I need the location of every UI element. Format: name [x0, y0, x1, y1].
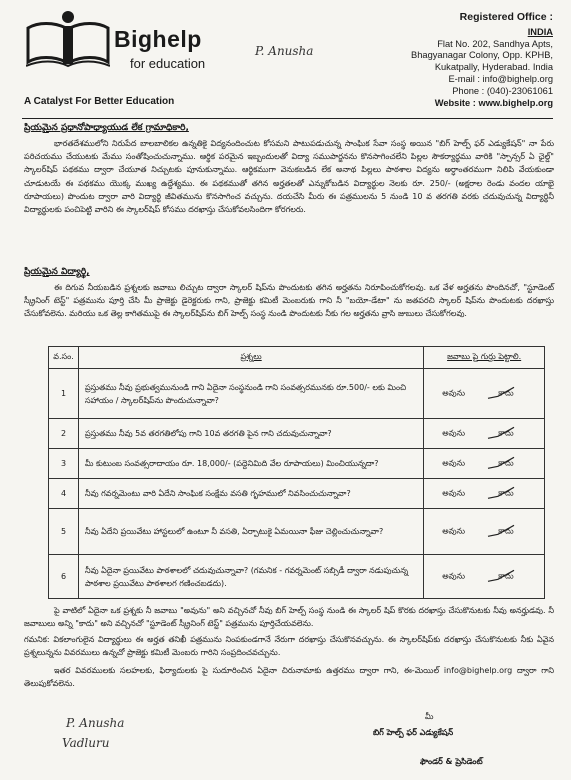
answer-no-option[interactable]: కాదు: [498, 488, 514, 497]
answer-yes-option[interactable]: అవును: [442, 526, 466, 535]
table-row: [49, 479, 545, 509]
row-question: ప్రస్తుతము నీవు 5వ తరగతిలోపు గాని 10వ తరగతి పైన గాని చదువుచున్నావా?: [78, 419, 423, 449]
handwritten-name: P. Anusha: [255, 44, 314, 58]
row-number: 1: [49, 369, 79, 419]
eligibility-table: [48, 346, 545, 599]
row-question: ప్రస్తుతము నీవు ప్రభుత్వమునుండి గాని ఏదైనా సంస్థనుండి గాని సంవత్సరమునకు రూ.500/- లకు మించి సహాయం / స్కాలర్‌షిప్‌ను పొందుచున్నావా?: [78, 369, 423, 419]
col-header-answer: జవాబు పై గుర్తు పెట్టాలి.: [424, 347, 545, 369]
tagline: A Catalyst For Better Education: [24, 96, 175, 107]
table-row: [49, 449, 545, 479]
sign-off-organization: బిగ్ హెల్ప్ ఫర్ ఎడ్యుకేషన్: [373, 728, 454, 737]
row-question: నీవు ఏదైనా ప్రయివేటు పాఠశాలలో చదువుచున్నావా? (గమనిక - గవర్నమెంట్ సబ్సిడీ ద్వారా నడుపుచున్న పాఠశాల ప్రయివేటు పాఠశాలగ గణించబడదు).: [78, 555, 423, 599]
ineligibility-paragraph: పై వాటిలో ఏదైనా ఒక ప్రశ్నకు నీ జవాబు "అవును" అని వచ్చినచో నీవు బిగ్ హెల్ప్ సంస్థ నుండి ఈ స్కాలర్ షిప్ కొరకు దరఖాస్తు చేసుకొనుటకు నీవు అనర్హుడవు. నీ జవాబులు అన్ని "కాదు" అని వచ్చినచో "స్టూడెంట్ స్క్రీనింగ్ టెస్ట్" పత్రమును పూర్తిచేయవలెను.: [24, 606, 554, 629]
sign-off-yours: మీ: [425, 712, 434, 721]
checkmark-icon: [486, 569, 516, 583]
row-number: 3: [49, 449, 79, 479]
contact-paragraph: ఇతర వివరములకు సలహలకు, ఫిర్యాదులకు పై సుదూరించిన ఏదైనా చిరునామాకు ఉత్తరము ద్వారా గాని, ఈ-మెయిల్ info@bighelp.org ద్వారా గాని తెలుపుకోవలెను.: [24, 666, 554, 689]
office-title: Registered Office :: [459, 11, 553, 23]
col-header-number: వ.సం.: [49, 347, 79, 369]
answer-yes-option[interactable]: అవును: [442, 458, 466, 467]
table-row: [49, 369, 545, 419]
office-country: INDIA: [527, 26, 553, 37]
answer-no-option[interactable]: కాదు: [498, 388, 514, 397]
answer-no-option[interactable]: కాదు: [498, 571, 514, 580]
row-number: 2: [49, 419, 79, 449]
brand-subtitle: for education: [130, 56, 206, 71]
header-divider: [22, 118, 553, 119]
table-row: [49, 419, 545, 449]
answer-cell: [424, 449, 545, 479]
registered-office: [363, 12, 553, 109]
checkmark-icon: [486, 486, 516, 500]
handwritten-signature: Vadluru: [62, 736, 110, 750]
row-question: నీవు ఏదేని ప్రయివేటు హాస్టలులో ఉంటూ నీ వసతి, ఏర్పాటుకై ఏమయినా ఫీజు చెల్లించుచున్నావా?: [78, 509, 423, 555]
row-question: నీవు గవర్నమెంటు వారి ఏదేని సాంఘిక సంక్షేమ వసతి గృహములో నివసించుచున్నావా?: [78, 479, 423, 509]
salutation-teacher: ప్రియమైన ప్రధానోపాధ్యాయుడ లేక గ్రామాధికారి,: [24, 123, 189, 133]
handwritten-signature: P. Anusha: [66, 716, 125, 730]
checkmark-icon: [486, 426, 516, 440]
office-email: E-mail : info@bighelp.org: [448, 73, 553, 84]
row-number: 5: [49, 509, 79, 555]
checkmark-icon: [486, 524, 516, 538]
answer-yes-option[interactable]: అవును: [442, 428, 466, 437]
col-header-questions: ప్రశ్నలు: [78, 347, 423, 369]
answer-yes-option[interactable]: అవును: [442, 488, 466, 497]
answer-cell: [424, 479, 545, 509]
checkmark-icon: [486, 456, 516, 470]
note-paragraph: గమనిక: వికలాంగులైన విద్యార్థులు ఈ అర్హత తనిఖీ పత్రమును నింపకుండగానే నేరుగా దరఖాస్తు చేసుకొనవచ్చును. ఈ స్కాలర్‌షిప్‌కు దరఖాస్తు చేసుకొనుటకు నీకు ఏవైన ప్రశ్నలున్నను వివరములు ఉన్నచో ప్రాజెక్టు కమిటీ మెంబరు గారిని సంప్రదించవచ్చును.: [24, 635, 554, 658]
answer-no-option[interactable]: కాదు: [498, 428, 514, 437]
sign-off-title: ఫౌండర్ & ప్రెసిడెంట్: [420, 757, 483, 766]
intro-paragraph: భారతదేశములోని నిరుపేద బాలబాలికల ఉన్నతికై విద్యనందించుట కోసమని పాటుపడుచున్న సాంఘిక సేవా సంస్థ అయిన "బిగ్ హెల్ప్ ఫర్ ఎడ్యుకేషన్" నా పేరు పరిచయము చేయుటకు మేము సంతోషించుచున్నాము. ఆర్థిక పరమైన ఇబ్బందులతో విద్యా సముపార్జనను కొనసాగించలేని పిల్లల సౌకర్యార్థము వారికి "స్పాన్సర్ ఏ ఛైల్డ్" స్కాలర్‌షిప్ పథకము ద్వారా చేయూత నిచ్చుటకు పూనుకున్నాము. ఆర్థికముగా వెనుకబడిన లేక అనాథ పిల్లలు పాఠశాల విద్యను అర్ధాంతరముగా నిలిపి వేయకుండా చూడుటయే ఈ పథకము యొక్క ముఖ్య ఉద్దేశ్యము. ఈ పథకముతో తగిన అర్హతలతో ఎన్నుకోబడిన విద్యార్థుల నెలకు రూ. 250/- (అక్షరాల రెండు వందల యాభై రూపాయలు) పొందుట ద్వారా వారి విద్యార్థి జీవితమును కొనసాగించ వచ్చును. దయచేసి మీరు ఈ పత్రములను 5 నుండి 10 వ తరగతి వరకు చదువుచున్న విద్యార్థినీ విద్యార్థులకు పంచిపెట్టి వారిని ఈ స్కాలర్‌షిప్ కోసము దరఖాస్తు చేసుకోవలసిందిగా కోరగలరు.: [24, 139, 554, 215]
salutation-student: ప్రియమైన విద్యార్థి,: [24, 267, 90, 277]
table-row: [49, 509, 545, 555]
answer-yes-option[interactable]: అవును: [442, 388, 466, 397]
checkmark-icon: [486, 386, 516, 400]
answer-no-option[interactable]: కాదు: [498, 526, 514, 535]
bighelp-logo-icon: [26, 8, 110, 70]
brand-name: Bighelp: [114, 26, 202, 52]
answer-cell: [424, 555, 545, 599]
row-number: 4: [49, 479, 79, 509]
answer-cell: [424, 509, 545, 555]
instructions-paragraph: ఈ దిగువ నీయబడిన ప్రశ్నలకు జవాబు లిచ్చుట ద్వారా స్కాలర్ షిప్‌ను పొందుటకు తగిన అర్హతను నిరూపించుకోగలవు. ఒక వేళ అర్హతను పొందినచో, "స్టూడెంట్ స్క్రీనింగ్ టెస్ట్" పత్రమును పూర్తి చేసి మీ ప్రాజెక్టు డైరెక్టరుకు గాని, ప్రాజెక్టు కమిటీ మెంబరుకు గాని నీ "బయో-డేటా" ను జతపరచి స్కాలర్ షిప్‌ను పొందుటకు దరఖాస్తు చేసుకోవలెను. మరియు ఒక తెల్ల కాగితముపై ఈ స్కాలర్‌షిప్‌ను బిగ్ హెల్ప్ సంస్థ నుండి పొందుటకు నీకు గల అర్హతను వ్రాసి జుబులు చేసుకోగలవు.: [24, 283, 554, 319]
office-phone: Phone : (040)-23061061: [452, 85, 553, 96]
table-header-row: [49, 347, 545, 369]
table-row: [49, 555, 545, 599]
row-question: మీ కుటుంబ సంవత్సరాదాయం రూ. 18,000/- (పద్దెనిమిది వేల రూపాయలు) మించియున్నదా?: [78, 449, 423, 479]
office-address-line: Kukatpally, Hyderabad. India: [434, 62, 553, 73]
answer-no-option[interactable]: కాదు: [498, 458, 514, 467]
answer-cell: [424, 369, 545, 419]
office-address-line: Flat No. 202, Sandhya Apts,: [437, 38, 553, 49]
row-number: 6: [49, 555, 79, 599]
answer-cell: [424, 419, 545, 449]
answer-yes-option[interactable]: అవును: [442, 571, 466, 580]
office-address-line: Bhagyanagar Colony, Opp. KPHB,: [411, 50, 553, 61]
office-website: Website : www.bighelp.org: [434, 97, 553, 108]
